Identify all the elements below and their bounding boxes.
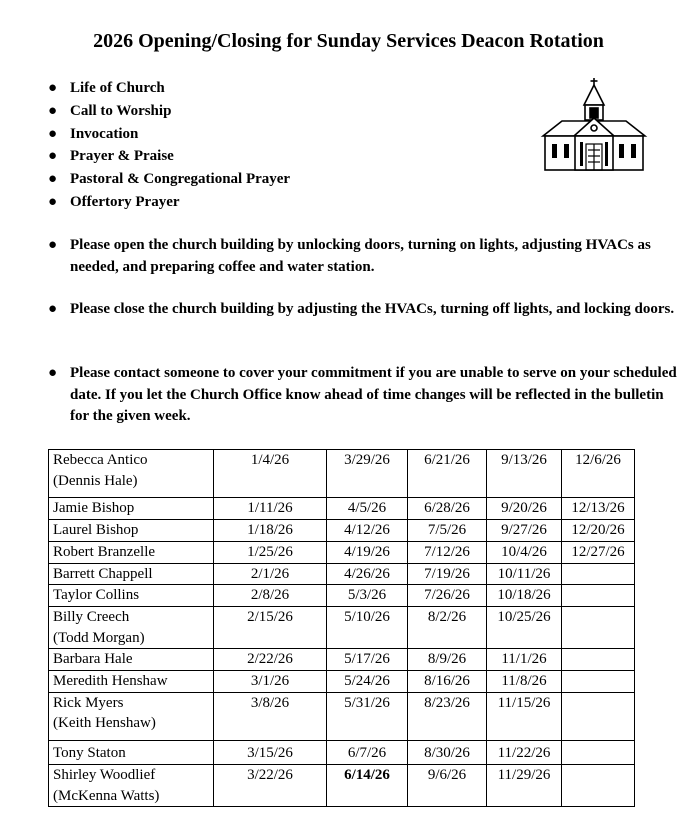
date-cell: 1/11/26 (214, 498, 327, 520)
date-cell (562, 692, 635, 740)
bullet-icon: ● (48, 301, 58, 317)
deacon-name: Laurel Bishop (49, 520, 214, 542)
bullet-icon: ● (48, 102, 58, 119)
date-cell: 3/1/26 (214, 671, 327, 693)
deacon-name: Jamie Bishop (49, 498, 214, 520)
date-cell (562, 585, 635, 607)
date-cell: 5/10/26 (327, 606, 408, 648)
date-cell: 9/27/26 (487, 520, 562, 542)
bullet-icon: ● (48, 80, 58, 96)
open-instruction: ● Please open the church building by unlocking doors, turning on lights, adjusting HVACs as needed, and preparing coffee and water station. (48, 237, 651, 275)
date-cell: 8/30/26 (408, 741, 487, 765)
list-item: ● Call to Worship (48, 100, 290, 123)
date-cell: 4/19/26 (327, 541, 408, 563)
date-cell: 11/8/26 (487, 671, 562, 693)
date-cell: 3/22/26 (214, 764, 327, 806)
date-cell (562, 563, 635, 585)
date-cell: 5/17/26 (327, 649, 408, 671)
date-cell: 3/15/26 (214, 741, 327, 765)
close-instruction: ● Please close the church building by adjusting the HVACs, turning off lights, and locking doors. (48, 299, 678, 321)
date-cell: 8/23/26 (408, 692, 487, 740)
deacon-name: Tony Staton (49, 741, 214, 765)
date-cell: 2/15/26 (214, 606, 327, 648)
date-cell: 8/16/26 (408, 671, 487, 693)
deacon-name: Barbara Hale (49, 649, 214, 671)
date-cell: 6/28/26 (408, 498, 487, 520)
date-cell: 10/25/26 (487, 606, 562, 648)
deacon-name: Rick Myers (Keith Henshaw) (49, 692, 214, 740)
bullet-icon: ● (48, 125, 58, 142)
table-row (49, 563, 635, 585)
date-cell: 2/22/26 (214, 649, 327, 671)
date-cell (562, 671, 635, 693)
list-item: ● Offertory Prayer (48, 191, 290, 214)
table-row (49, 692, 635, 740)
table-row (49, 606, 635, 648)
date-cell: 6/7/26 (327, 741, 408, 765)
table-row (49, 671, 635, 693)
deacon-name: Taylor Collins (49, 585, 214, 607)
list-item: ● Life of Church (48, 77, 290, 100)
deacon-name: Robert Branzelle (49, 541, 214, 563)
bullet-icon: ● (48, 148, 58, 165)
date-cell: 7/19/26 (408, 563, 487, 585)
date-cell (562, 741, 635, 765)
deacon-name: Shirley Woodlief (McKenna Watts) (49, 764, 214, 806)
date-cell: 10/4/26 (487, 541, 562, 563)
date-cell: 12/20/26 (562, 520, 635, 542)
date-cell: 8/2/26 (408, 606, 487, 648)
date-cell: 5/24/26 (327, 671, 408, 693)
deacon-name: Billy Creech (Todd Morgan) (49, 606, 214, 648)
date-cell: 12/27/26 (562, 541, 635, 563)
date-cell: 3/29/26 (327, 450, 408, 498)
table-row (49, 541, 635, 563)
table-row (49, 498, 635, 520)
date-cell: 9/6/26 (408, 764, 487, 806)
page-title: 2026 Opening/Closing for Sunday Services Deacon Rotation (93, 30, 604, 52)
date-cell: 10/18/26 (487, 585, 562, 607)
table-row (49, 741, 635, 765)
date-cell: 2/8/26 (214, 585, 327, 607)
date-cell: 9/13/26 (487, 450, 562, 498)
date-cell: 4/5/26 (327, 498, 408, 520)
duties-list (48, 77, 290, 214)
date-cell (562, 764, 635, 806)
date-cell: 9/20/26 (487, 498, 562, 520)
date-cell: 12/6/26 (562, 450, 635, 498)
bullet-icon: ● (48, 193, 58, 210)
date-cell: 12/13/26 (562, 498, 635, 520)
date-cell: 8/9/26 (408, 649, 487, 671)
date-cell: 5/31/26 (327, 692, 408, 740)
table-row (49, 585, 635, 607)
date-cell: 7/12/26 (408, 541, 487, 563)
date-cell: 1/4/26 (214, 450, 327, 498)
list-item: ● Prayer & Praise (48, 145, 290, 168)
date-cell: 3/8/26 (214, 692, 327, 740)
table-row (49, 520, 635, 542)
table-row (49, 764, 635, 806)
list-item: ● Pastoral & Congregational Prayer (48, 168, 290, 191)
date-cell: 2/1/26 (214, 563, 327, 585)
date-cell: 11/15/26 (487, 692, 562, 740)
date-cell: 7/26/26 (408, 585, 487, 607)
deacon-name: Rebecca Antico (Dennis Hale) (49, 450, 214, 498)
date-cell: 1/18/26 (214, 520, 327, 542)
church-icon (540, 78, 648, 172)
date-cell: 11/1/26 (487, 649, 562, 671)
coverage-instruction: ● Please contact someone to cover your commitment if you are unable to serve on your scheduled date. If you let the Church Office know ahead of time changes will be reflected in the bulletin for the given week. (48, 365, 677, 424)
deacon-name: Barrett Chappell (49, 563, 214, 585)
date-cell: 6/14/26 (327, 764, 408, 806)
rotation-table (48, 449, 635, 807)
date-cell: 4/26/26 (327, 563, 408, 585)
date-cell: 11/22/26 (487, 741, 562, 765)
bullet-icon: ● (48, 365, 58, 381)
date-cell: 1/25/26 (214, 541, 327, 563)
date-cell: 4/12/26 (327, 520, 408, 542)
date-cell: 5/3/26 (327, 585, 408, 607)
bullet-icon: ● (48, 171, 58, 188)
date-cell: 7/5/26 (408, 520, 487, 542)
date-cell: 10/11/26 (487, 563, 562, 585)
table-row (49, 450, 635, 498)
bullet-icon: ● (48, 237, 58, 253)
date-cell (562, 606, 635, 648)
deacon-name: Meredith Henshaw (49, 671, 214, 693)
date-cell: 11/29/26 (487, 764, 562, 806)
date-cell (562, 649, 635, 671)
list-item: ● Invocation (48, 123, 290, 146)
table-row (49, 649, 635, 671)
date-cell: 6/21/26 (408, 450, 487, 498)
